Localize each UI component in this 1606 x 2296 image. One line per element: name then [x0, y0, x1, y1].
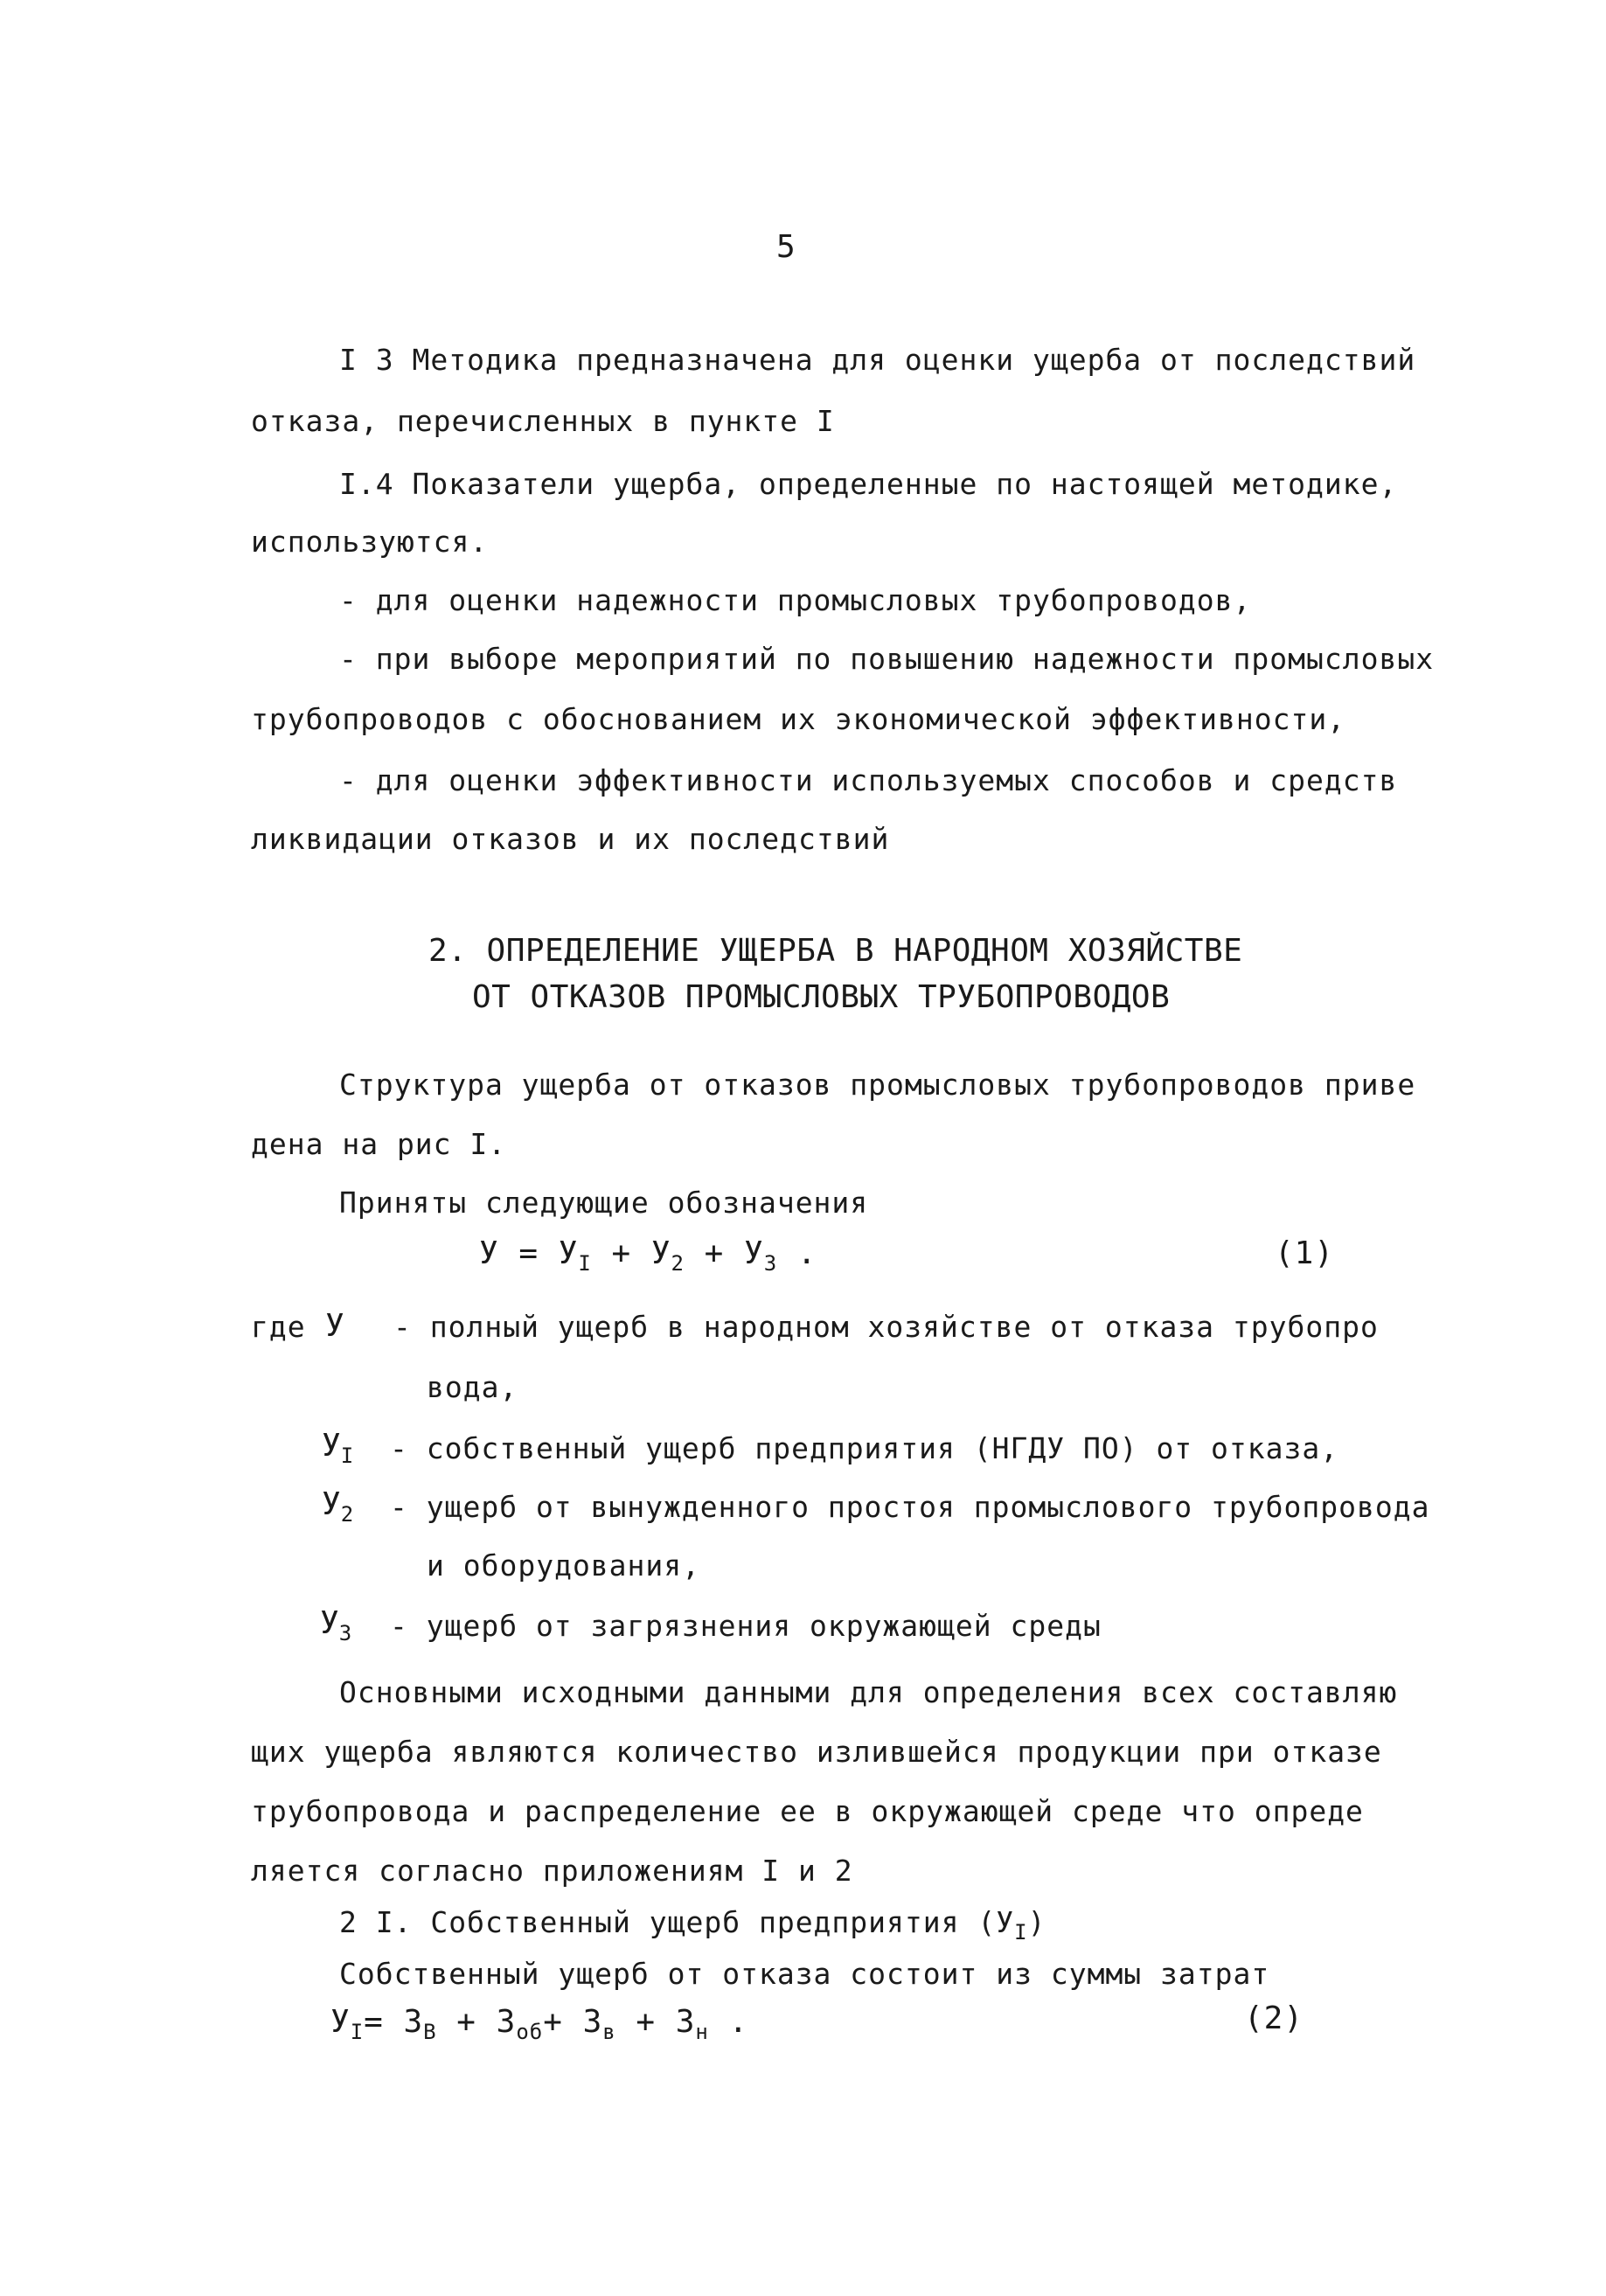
symbol-y2: $У_2$ [322, 1486, 354, 1527]
paragraph-1-4-line-1: I.4 Показатели ущерба, определенные по настоящей методике, [339, 467, 1398, 501]
bullet-3-line-1: - для оценки эффективности используемых способов и средств [339, 763, 1398, 797]
intro-line-1: Структура ущерба от отказов промысловых трубопроводов приве [339, 1068, 1416, 1102]
basis-line-3: трубопровода и распределение ее в окружающей среде что опреде [251, 1794, 1364, 1828]
bullet-2-line-2: трубопроводов с обоснованием их экономической эффективности, [251, 702, 1346, 736]
subsection-2-1-title: 2 I. Собственный ущерб предприятия $(У_I)$ [339, 1905, 1046, 1945]
basis-line-1: Основными исходными данными для определения всех составляю [339, 1675, 1398, 1709]
basis-line-4: ляется согласно приложениям I и 2 [251, 1854, 853, 1888]
bullet-1: - для оценки надежности промысловых трубопроводов, [339, 583, 1252, 617]
bullet-2-line-1: - при выборе мероприятий по повышению надежности промысловых [339, 642, 1435, 676]
equation-1: $У = У_I + У_2 + У_3$ . [479, 1235, 817, 1276]
paragraph-1-3-line-1: I 3 Методика предназначена для оценки ущерба от последствий [339, 343, 1416, 377]
definition-y3: - ущерб от загрязнения окружающей среды [390, 1609, 1102, 1643]
symbol-y3: $У_3$ [320, 1605, 352, 1645]
definition-y-line-2: вода, [427, 1370, 518, 1404]
paragraph-1-3-line-2: отказа, перечисленных в пункте I [251, 404, 835, 438]
notation-intro: Приняты следующие обозначения [339, 1186, 869, 1220]
paragraph-1-4-line-2: используются. [251, 525, 489, 559]
section-heading-line-2: ОТ ОТКАЗОВ ПРОМЫСЛОВЫХ ТРУБОПРОВОДОВ [472, 979, 1171, 1015]
bullet-3-line-2: ликвидации отказов и их последствий [251, 822, 890, 856]
basis-line-2: щих ущерба являются количество излившейся продукции при отказе [251, 1735, 1382, 1769]
symbol-y: У [325, 1308, 344, 1344]
equation-1-number: (1) [1275, 1235, 1335, 1271]
definition-y1: - собственный ущерб предприятия (НГДУ ПО) от отказа, [390, 1431, 1339, 1465]
definition-y2-line-1: - ущерб от вынужденного простоя промыслового трубопровода [390, 1490, 1430, 1524]
intro-line-2: дена на рис I. [251, 1127, 507, 1161]
page-number: 5 [776, 229, 796, 265]
subsection-2-1-text: Собственный ущерб от отказа состоит из суммы затрат [339, 1957, 1270, 1991]
section-heading-line-1: 2. ОПРЕДЕЛЕНИЕ УЩЕРБА В НАРОДНОМ ХОЗЯЙСТВЕ [428, 933, 1243, 969]
equation-2: $У_I= З_В + З_{об}+ З_в + З_н$ . [330, 2004, 749, 2044]
equation-2-number: (2) [1244, 2000, 1304, 2036]
definitions-where: где [251, 1310, 306, 1344]
symbol-y1: $У_I$ [322, 1428, 354, 1468]
definition-y2-line-2: и оборудования, [427, 1548, 701, 1583]
definition-y-line-1: - полный ущерб в народном хозяйстве от отказа трубопро [393, 1310, 1379, 1344]
